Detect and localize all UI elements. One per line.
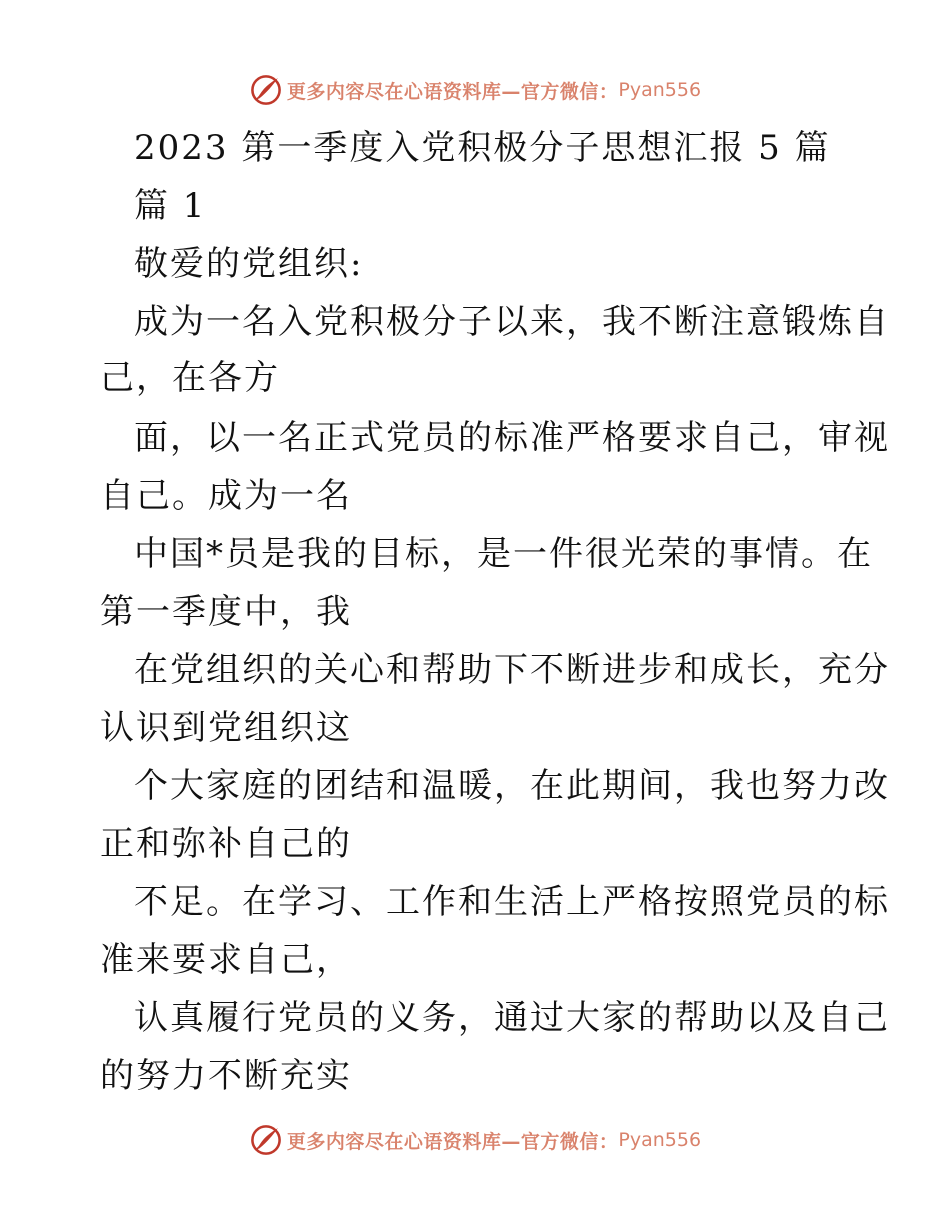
paragraph-line: 己，在各方 xyxy=(100,358,280,398)
paragraph-line: 不足。在学习、工作和生活上严格按照党员的标 xyxy=(134,882,890,922)
paragraph-line: 的努力不断充实 xyxy=(100,1056,352,1096)
paragraph-line: 面，以一名正式党员的标准严格要求自己，审视 xyxy=(134,418,890,458)
paragraph-line: 准来要求自己， xyxy=(100,940,352,980)
header-watermark xyxy=(0,70,950,110)
paragraph-line: 第一季度中，我 xyxy=(100,592,352,632)
footer-watermark xyxy=(0,1120,950,1160)
watermark-account: Pyan556 xyxy=(618,79,702,101)
paragraph-line: 个大家庭的团结和温暖，在此期间，我也努力改 xyxy=(134,766,890,806)
watermark-text: 更多内容尽在心语资料库—官方微信： xyxy=(286,80,619,103)
paragraph-line: 成为一名入党积极分子以来，我不断注意锻炼自 xyxy=(134,302,890,342)
paragraph-line: 在党组织的关心和帮助下不断进步和成长，充分 xyxy=(134,650,890,690)
paragraph-line: 正和弥补自己的 xyxy=(100,824,352,864)
feather-logo-icon xyxy=(249,73,283,107)
paragraph-line: 认真履行党员的义务，通过大家的帮助以及自己 xyxy=(134,998,890,1038)
document-title: 2023 第一季度入党积极分子思想汇报 5 篇 xyxy=(134,128,831,168)
salutation: 敬爱的党组织: xyxy=(134,244,364,284)
watermark-account: Pyan556 xyxy=(618,1129,702,1151)
feather-logo-icon xyxy=(249,1123,283,1157)
paragraph-line: 中国*员是我的目标，是一件很光荣的事情。在 xyxy=(134,534,873,574)
paragraph-line: 自己。成为一名 xyxy=(100,476,352,516)
section-heading: 篇 1 xyxy=(134,186,207,226)
paragraph-line: 认识到党组织这 xyxy=(100,708,352,748)
watermark-text: 更多内容尽在心语资料库—官方微信： xyxy=(286,1130,619,1153)
